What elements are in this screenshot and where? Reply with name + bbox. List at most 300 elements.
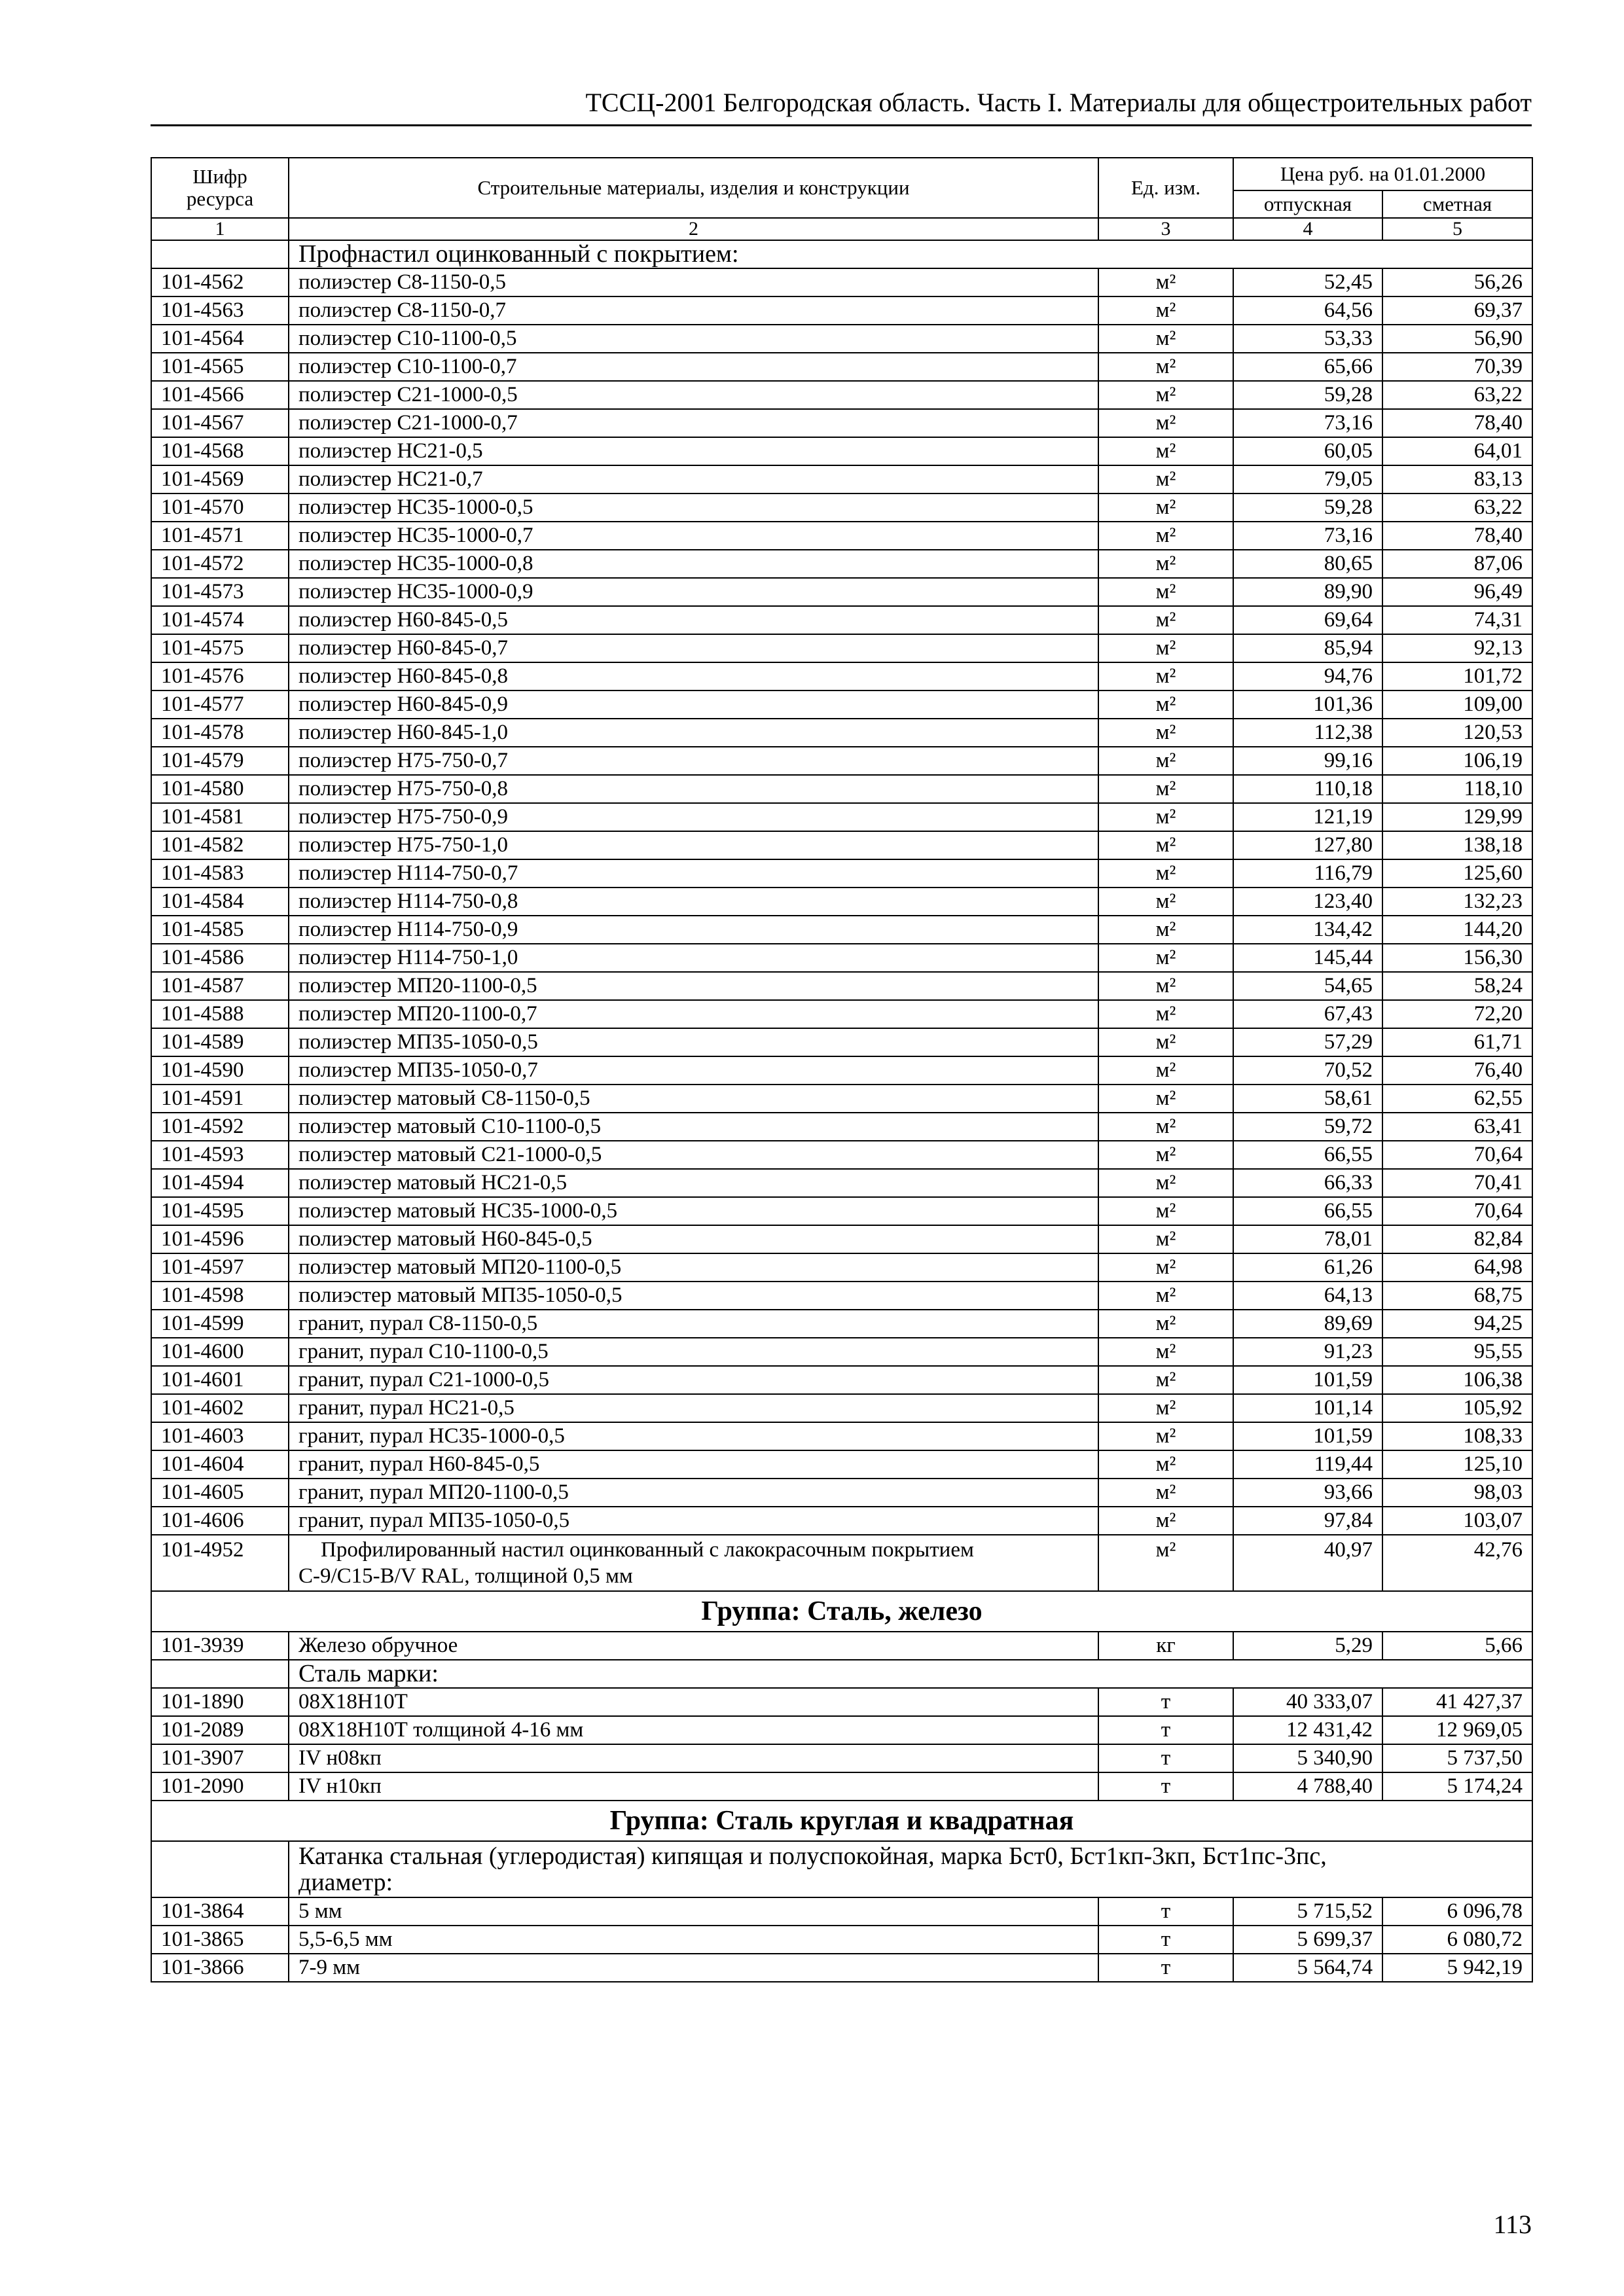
material-name: 08Х18Н10Т толщиной 4-16 мм <box>289 1716 1098 1744</box>
group-title: Группа: Сталь, железо <box>151 1591 1532 1632</box>
unit-of-measure: м² <box>1098 916 1233 944</box>
estimate-price: 105,92 <box>1382 1394 1532 1422</box>
release-price: 112,38 <box>1233 719 1382 747</box>
header-code: Шифр ресурса <box>151 158 289 218</box>
estimate-price: 144,20 <box>1382 916 1532 944</box>
material-name: 7-9 мм <box>289 1954 1098 1982</box>
material-name <box>289 1535 1098 1591</box>
resource-code: 101-1890 <box>151 1688 289 1716</box>
table-row <box>151 296 1532 325</box>
resource-code: 101-4577 <box>151 691 289 719</box>
unit-of-measure: т <box>1098 1772 1233 1801</box>
material-name: гранит, пурал НС21-0,5 <box>289 1394 1098 1422</box>
unit-of-measure: м² <box>1098 1450 1233 1479</box>
unit-of-measure: м² <box>1098 1282 1233 1310</box>
unit-of-measure: м² <box>1098 353 1233 381</box>
release-price: 80,65 <box>1233 550 1382 578</box>
estimate-price: 72,20 <box>1382 1000 1532 1028</box>
resource-code: 101-4599 <box>151 1310 289 1338</box>
estimate-price: 120,53 <box>1382 719 1532 747</box>
material-name-line: С-9/С15-В/V RAL, толщиной 0,5 мм <box>298 1564 633 1588</box>
table-row <box>151 1197 1532 1225</box>
table-row <box>151 916 1532 944</box>
unit-of-measure: т <box>1098 1954 1233 1982</box>
table-row <box>151 1028 1532 1056</box>
header-name: Строительные материалы, изделия и конструкции <box>289 158 1098 218</box>
unit-of-measure: м² <box>1098 493 1233 522</box>
unit-of-measure: м² <box>1098 691 1233 719</box>
resource-code: 101-4590 <box>151 1056 289 1085</box>
section-heading-row <box>151 1841 1532 1897</box>
table-row <box>151 606 1532 634</box>
table-row <box>151 662 1532 691</box>
material-name: полиэстер Н60-845-0,5 <box>289 606 1098 634</box>
unit-of-measure: кг <box>1098 1632 1233 1660</box>
material-name: полиэстер матовый НС21-0,5 <box>289 1169 1098 1197</box>
material-name: полиэстер Н60-845-0,9 <box>289 691 1098 719</box>
section-title-line: Сталь марки: <box>298 1660 439 1687</box>
resource-code: 101-4593 <box>151 1141 289 1169</box>
material-name: полиэстер Н114-750-1,0 <box>289 944 1098 972</box>
release-price: 12 431,42 <box>1233 1716 1382 1744</box>
table-row <box>151 437 1532 465</box>
release-price: 60,05 <box>1233 437 1382 465</box>
column-number: 1 <box>151 218 289 240</box>
unit-of-measure: м² <box>1098 1394 1233 1422</box>
group-title: Группа: Сталь круглая и квадратная <box>151 1801 1532 1841</box>
table-row <box>151 1507 1532 1535</box>
unit-of-measure: м² <box>1098 1056 1233 1085</box>
release-price: 5 715,52 <box>1233 1897 1382 1926</box>
resource-code: 101-4578 <box>151 719 289 747</box>
release-price: 59,72 <box>1233 1113 1382 1141</box>
resource-code: 101-4581 <box>151 803 289 831</box>
release-price: 99,16 <box>1233 747 1382 775</box>
unit-of-measure: т <box>1098 1744 1233 1772</box>
resource-code: 101-4605 <box>151 1479 289 1507</box>
estimate-price: 106,19 <box>1382 747 1532 775</box>
table-row <box>151 1479 1532 1507</box>
release-price: 59,28 <box>1233 381 1382 409</box>
release-price: 85,94 <box>1233 634 1382 662</box>
resource-code: 101-4596 <box>151 1225 289 1253</box>
estimate-price: 125,60 <box>1382 859 1532 888</box>
estimate-price: 5 737,50 <box>1382 1744 1532 1772</box>
material-name: полиэстер С10-1100-0,5 <box>289 325 1098 353</box>
unit-of-measure: м² <box>1098 1507 1233 1535</box>
unit-of-measure: м² <box>1098 381 1233 409</box>
estimate-price: 78,40 <box>1382 522 1532 550</box>
material-name: IV н08кп <box>289 1744 1098 1772</box>
material-name: полиэстер С21-1000-0,5 <box>289 381 1098 409</box>
estimate-price: 41 427,37 <box>1382 1688 1532 1716</box>
material-name: полиэстер матовый Н60-845-0,5 <box>289 1225 1098 1253</box>
unit-of-measure: м² <box>1098 1169 1233 1197</box>
resource-code: 101-4600 <box>151 1338 289 1366</box>
resource-code: 101-4565 <box>151 353 289 381</box>
material-name: полиэстер НС35-1000-0,5 <box>289 493 1098 522</box>
estimate-price: 78,40 <box>1382 409 1532 437</box>
table-row <box>151 1253 1532 1282</box>
table-row <box>151 381 1532 409</box>
table-row <box>151 944 1532 972</box>
release-price: 5 340,90 <box>1233 1744 1382 1772</box>
estimate-price: 129,99 <box>1382 803 1532 831</box>
unit-of-measure: м² <box>1098 1366 1233 1394</box>
table-row <box>151 719 1532 747</box>
table-row <box>151 1000 1532 1028</box>
release-price: 119,44 <box>1233 1450 1382 1479</box>
unit-of-measure: м² <box>1098 859 1233 888</box>
estimate-price: 70,64 <box>1382 1197 1532 1225</box>
unit-of-measure: м² <box>1098 634 1233 662</box>
resource-code: 101-3907 <box>151 1744 289 1772</box>
release-price: 73,16 <box>1233 409 1382 437</box>
section-title <box>289 1841 1532 1897</box>
estimate-price: 62,55 <box>1382 1085 1532 1113</box>
unit-of-measure: м² <box>1098 719 1233 747</box>
table-row <box>151 1366 1532 1394</box>
table-row <box>151 1282 1532 1310</box>
resource-code: 101-4582 <box>151 831 289 859</box>
resource-code: 101-4573 <box>151 578 289 606</box>
unit-of-measure: м² <box>1098 662 1233 691</box>
release-price: 93,66 <box>1233 1479 1382 1507</box>
estimate-price: 92,13 <box>1382 634 1532 662</box>
header-price-group: Цена руб. на 01.01.2000 <box>1233 158 1532 190</box>
release-price: 134,42 <box>1233 916 1382 944</box>
release-price: 70,52 <box>1233 1056 1382 1085</box>
section-heading-row <box>151 1660 1532 1688</box>
material-name: гранит, пурал С21-1000-0,5 <box>289 1366 1098 1394</box>
estimate-price: 61,71 <box>1382 1028 1532 1056</box>
unit-of-measure: м² <box>1098 522 1233 550</box>
table-row <box>151 550 1532 578</box>
material-name: полиэстер Н75-750-0,9 <box>289 803 1098 831</box>
resource-code: 101-2090 <box>151 1772 289 1801</box>
estimate-price: 125,10 <box>1382 1450 1532 1479</box>
table-row <box>151 1310 1532 1338</box>
estimate-price: 109,00 <box>1382 691 1532 719</box>
table-row <box>151 1744 1532 1772</box>
table-row <box>151 1169 1532 1197</box>
release-price: 64,13 <box>1233 1282 1382 1310</box>
resource-code: 101-4585 <box>151 916 289 944</box>
table-row <box>151 1056 1532 1085</box>
estimate-price: 69,37 <box>1382 296 1532 325</box>
resource-code: 101-3865 <box>151 1926 289 1954</box>
material-name: полиэстер С8-1150-0,7 <box>289 296 1098 325</box>
release-price: 65,66 <box>1233 353 1382 381</box>
resource-code: 101-3864 <box>151 1897 289 1926</box>
release-price: 58,61 <box>1233 1085 1382 1113</box>
resource-code: 101-4566 <box>151 381 289 409</box>
release-price: 66,55 <box>1233 1141 1382 1169</box>
release-price: 101,36 <box>1233 691 1382 719</box>
unit-of-measure: м² <box>1098 1197 1233 1225</box>
material-name: полиэстер матовый С10-1100-0,5 <box>289 1113 1098 1141</box>
material-name: 08Х18Н10Т <box>289 1688 1098 1716</box>
resource-code: 101-4570 <box>151 493 289 522</box>
estimate-price: 56,90 <box>1382 325 1532 353</box>
release-price: 57,29 <box>1233 1028 1382 1056</box>
resource-code: 101-4576 <box>151 662 289 691</box>
material-name: полиэстер С21-1000-0,7 <box>289 409 1098 437</box>
material-name: полиэстер МП35-1050-0,5 <box>289 1028 1098 1056</box>
unit-of-measure: т <box>1098 1716 1233 1744</box>
table-row <box>151 1394 1532 1422</box>
release-price: 4 788,40 <box>1233 1772 1382 1801</box>
estimate-price: 98,03 <box>1382 1479 1532 1507</box>
group-heading-row <box>151 1801 1532 1841</box>
release-price: 66,55 <box>1233 1197 1382 1225</box>
section-heading-row <box>151 240 1532 268</box>
estimate-price: 132,23 <box>1382 888 1532 916</box>
material-name: полиэстер НС21-0,7 <box>289 465 1098 493</box>
resource-code: 101-4588 <box>151 1000 289 1028</box>
unit-of-measure: м² <box>1098 1535 1233 1591</box>
resource-code: 101-4603 <box>151 1422 289 1450</box>
estimate-price: 103,07 <box>1382 1507 1532 1535</box>
resource-code: 101-4952 <box>151 1535 289 1591</box>
resource-code: 101-4571 <box>151 522 289 550</box>
table-row <box>151 1113 1532 1141</box>
material-name: полиэстер Н114-750-0,7 <box>289 859 1098 888</box>
estimate-price: 5,66 <box>1382 1632 1532 1660</box>
estimate-price: 58,24 <box>1382 972 1532 1000</box>
resource-code: 101-4604 <box>151 1450 289 1479</box>
estimate-price: 63,41 <box>1382 1113 1532 1141</box>
release-price: 52,45 <box>1233 268 1382 296</box>
estimate-price: 12 969,05 <box>1382 1716 1532 1744</box>
unit-of-measure: м² <box>1098 1000 1233 1028</box>
estimate-price: 5 174,24 <box>1382 1772 1532 1801</box>
table-row <box>151 578 1532 606</box>
material-name: полиэстер матовый С21-1000-0,5 <box>289 1141 1098 1169</box>
section-title <box>289 1660 1532 1688</box>
table-row <box>151 1632 1532 1660</box>
resource-code: 101-2089 <box>151 1716 289 1744</box>
table-row <box>151 691 1532 719</box>
table-row <box>151 1338 1532 1366</box>
estimate-price: 74,31 <box>1382 606 1532 634</box>
table-row <box>151 268 1532 296</box>
unit-of-measure: м² <box>1098 1225 1233 1253</box>
estimate-price: 6 096,78 <box>1382 1897 1532 1926</box>
material-name: полиэстер МП35-1050-0,7 <box>289 1056 1098 1085</box>
material-name: гранит, пурал НС35-1000-0,5 <box>289 1422 1098 1450</box>
unit-of-measure: м² <box>1098 550 1233 578</box>
unit-of-measure: м² <box>1098 465 1233 493</box>
release-price: 5,29 <box>1233 1632 1382 1660</box>
material-name: полиэстер С8-1150-0,5 <box>289 268 1098 296</box>
release-price: 123,40 <box>1233 888 1382 916</box>
release-price: 145,44 <box>1233 944 1382 972</box>
material-name: полиэстер Н75-750-0,8 <box>289 775 1098 803</box>
table-row <box>151 972 1532 1000</box>
resource-code: 101-4574 <box>151 606 289 634</box>
estimate-price: 106,38 <box>1382 1366 1532 1394</box>
resource-code: 101-4584 <box>151 888 289 916</box>
unit-of-measure: м² <box>1098 1310 1233 1338</box>
resource-code: 101-4567 <box>151 409 289 437</box>
table-row <box>151 325 1532 353</box>
material-name: полиэстер Н114-750-0,8 <box>289 888 1098 916</box>
table-row <box>151 465 1532 493</box>
table-row <box>151 409 1532 437</box>
resource-code: 101-4606 <box>151 1507 289 1535</box>
material-name: полиэстер Н60-845-0,7 <box>289 634 1098 662</box>
release-price: 66,33 <box>1233 1169 1382 1197</box>
material-name: полиэстер Н60-845-1,0 <box>289 719 1098 747</box>
resource-code: 101-4594 <box>151 1169 289 1197</box>
table-row <box>151 493 1532 522</box>
table-row <box>151 1535 1532 1591</box>
unit-of-measure: м² <box>1098 578 1233 606</box>
material-name: полиэстер НС35-1000-0,7 <box>289 522 1098 550</box>
material-name: полиэстер Н75-750-1,0 <box>289 831 1098 859</box>
release-price: 5 699,37 <box>1233 1926 1382 1954</box>
column-number: 3 <box>1098 218 1233 240</box>
release-price: 78,01 <box>1233 1225 1382 1253</box>
unit-of-measure: т <box>1098 1926 1233 1954</box>
header-estimate-price: сметная <box>1382 190 1532 218</box>
table-row <box>151 1225 1532 1253</box>
material-name: полиэстер НС35-1000-0,9 <box>289 578 1098 606</box>
release-price: 40 333,07 <box>1233 1688 1382 1716</box>
material-name: полиэстер матовый НС35-1000-0,5 <box>289 1197 1098 1225</box>
resource-code: 101-4564 <box>151 325 289 353</box>
material-name: полиэстер НС35-1000-0,8 <box>289 550 1098 578</box>
unit-of-measure: м² <box>1098 747 1233 775</box>
table-row <box>151 1422 1532 1450</box>
material-name: IV н10кп <box>289 1772 1098 1801</box>
unit-of-measure: м² <box>1098 1338 1233 1366</box>
unit-of-measure: м² <box>1098 437 1233 465</box>
document-title: ТССЦ-2001 Белгородская область. Часть I. Материалы для общестроительных работ <box>585 88 1532 117</box>
section-title-line: Катанка стальная (углеродистая) кипящая и полуспокойная, марка Бст0, Бст1кп-3кп, Бст1пс-3пс, <box>298 1842 1327 1870</box>
material-name: 5,5-6,5 мм <box>289 1926 1098 1954</box>
estimate-price: 76,40 <box>1382 1056 1532 1085</box>
release-price: 101,59 <box>1233 1422 1382 1450</box>
material-name: полиэстер Н114-750-0,9 <box>289 916 1098 944</box>
resource-code: 101-4598 <box>151 1282 289 1310</box>
material-name: полиэстер НС21-0,5 <box>289 437 1098 465</box>
estimate-price: 83,13 <box>1382 465 1532 493</box>
column-number: 5 <box>1382 218 1532 240</box>
column-number: 4 <box>1233 218 1382 240</box>
unit-of-measure: м² <box>1098 1253 1233 1282</box>
column-number: 2 <box>289 218 1098 240</box>
unit-of-measure: м² <box>1098 296 1233 325</box>
table-row <box>151 888 1532 916</box>
release-price: 94,76 <box>1233 662 1382 691</box>
unit-of-measure: м² <box>1098 831 1233 859</box>
table-row <box>151 1772 1532 1801</box>
table-row <box>151 859 1532 888</box>
release-price: 97,84 <box>1233 1507 1382 1535</box>
table-row <box>151 353 1532 381</box>
material-name: Железо обручное <box>289 1632 1098 1660</box>
release-price: 101,59 <box>1233 1366 1382 1394</box>
release-price: 91,23 <box>1233 1338 1382 1366</box>
page-number: 113 <box>1493 2210 1532 2239</box>
section-title: Профнастил оцинкованный с покрытием: <box>289 240 1532 268</box>
release-price: 121,19 <box>1233 803 1382 831</box>
estimate-price: 70,41 <box>1382 1169 1532 1197</box>
resource-code: 101-4587 <box>151 972 289 1000</box>
release-price: 116,79 <box>1233 859 1382 888</box>
estimate-price: 95,55 <box>1382 1338 1532 1366</box>
unit-of-measure: м² <box>1098 1113 1233 1141</box>
table-row <box>151 1085 1532 1113</box>
release-price: 79,05 <box>1233 465 1382 493</box>
material-name: 5 мм <box>289 1897 1098 1926</box>
estimate-price: 70,39 <box>1382 353 1532 381</box>
material-name: полиэстер матовый МП20-1100-0,5 <box>289 1253 1098 1282</box>
resource-code: 101-4568 <box>151 437 289 465</box>
release-price: 89,90 <box>1233 578 1382 606</box>
table-row <box>151 1688 1532 1716</box>
unit-of-measure: м² <box>1098 775 1233 803</box>
material-name: гранит, пурал МП35-1050-0,5 <box>289 1507 1098 1535</box>
group-heading-row <box>151 1591 1532 1632</box>
header-unit: Ед. изм. <box>1098 158 1233 218</box>
resource-code: 101-4586 <box>151 944 289 972</box>
estimate-price: 68,75 <box>1382 1282 1532 1310</box>
table-row <box>151 831 1532 859</box>
table-row <box>151 1926 1532 1954</box>
resource-code: 101-4602 <box>151 1394 289 1422</box>
release-price: 54,65 <box>1233 972 1382 1000</box>
estimate-price: 138,18 <box>1382 831 1532 859</box>
release-price: 53,33 <box>1233 325 1382 353</box>
unit-of-measure: м² <box>1098 1028 1233 1056</box>
resource-code: 101-4597 <box>151 1253 289 1282</box>
unit-of-measure: м² <box>1098 1422 1233 1450</box>
table-row <box>151 1450 1532 1479</box>
release-price: 127,80 <box>1233 831 1382 859</box>
resource-code: 101-4591 <box>151 1085 289 1113</box>
release-price: 67,43 <box>1233 1000 1382 1028</box>
material-name: полиэстер матовый МП35-1050-0,5 <box>289 1282 1098 1310</box>
estimate-price: 87,06 <box>1382 550 1532 578</box>
estimate-price: 63,22 <box>1382 493 1532 522</box>
unit-of-measure: м² <box>1098 606 1233 634</box>
release-price: 110,18 <box>1233 775 1382 803</box>
resource-code: 101-4579 <box>151 747 289 775</box>
estimate-price: 96,49 <box>1382 578 1532 606</box>
resource-code: 101-4589 <box>151 1028 289 1056</box>
table-row <box>151 775 1532 803</box>
estimate-price: 64,01 <box>1382 437 1532 465</box>
table-row <box>151 1954 1532 1982</box>
resource-code: 101-4601 <box>151 1366 289 1394</box>
unit-of-measure: м² <box>1098 325 1233 353</box>
resource-code: 101-4563 <box>151 296 289 325</box>
material-name: гранит, пурал МП20-1100-0,5 <box>289 1479 1098 1507</box>
resource-code: 101-4575 <box>151 634 289 662</box>
estimate-price: 82,84 <box>1382 1225 1532 1253</box>
unit-of-measure: м² <box>1098 1085 1233 1113</box>
estimate-price: 5 942,19 <box>1382 1954 1532 1982</box>
unit-of-measure: м² <box>1098 1479 1233 1507</box>
page-header <box>151 80 1532 126</box>
estimate-price: 108,33 <box>1382 1422 1532 1450</box>
table-row <box>151 747 1532 775</box>
table-row <box>151 1141 1532 1169</box>
unit-of-measure: м² <box>1098 1141 1233 1169</box>
